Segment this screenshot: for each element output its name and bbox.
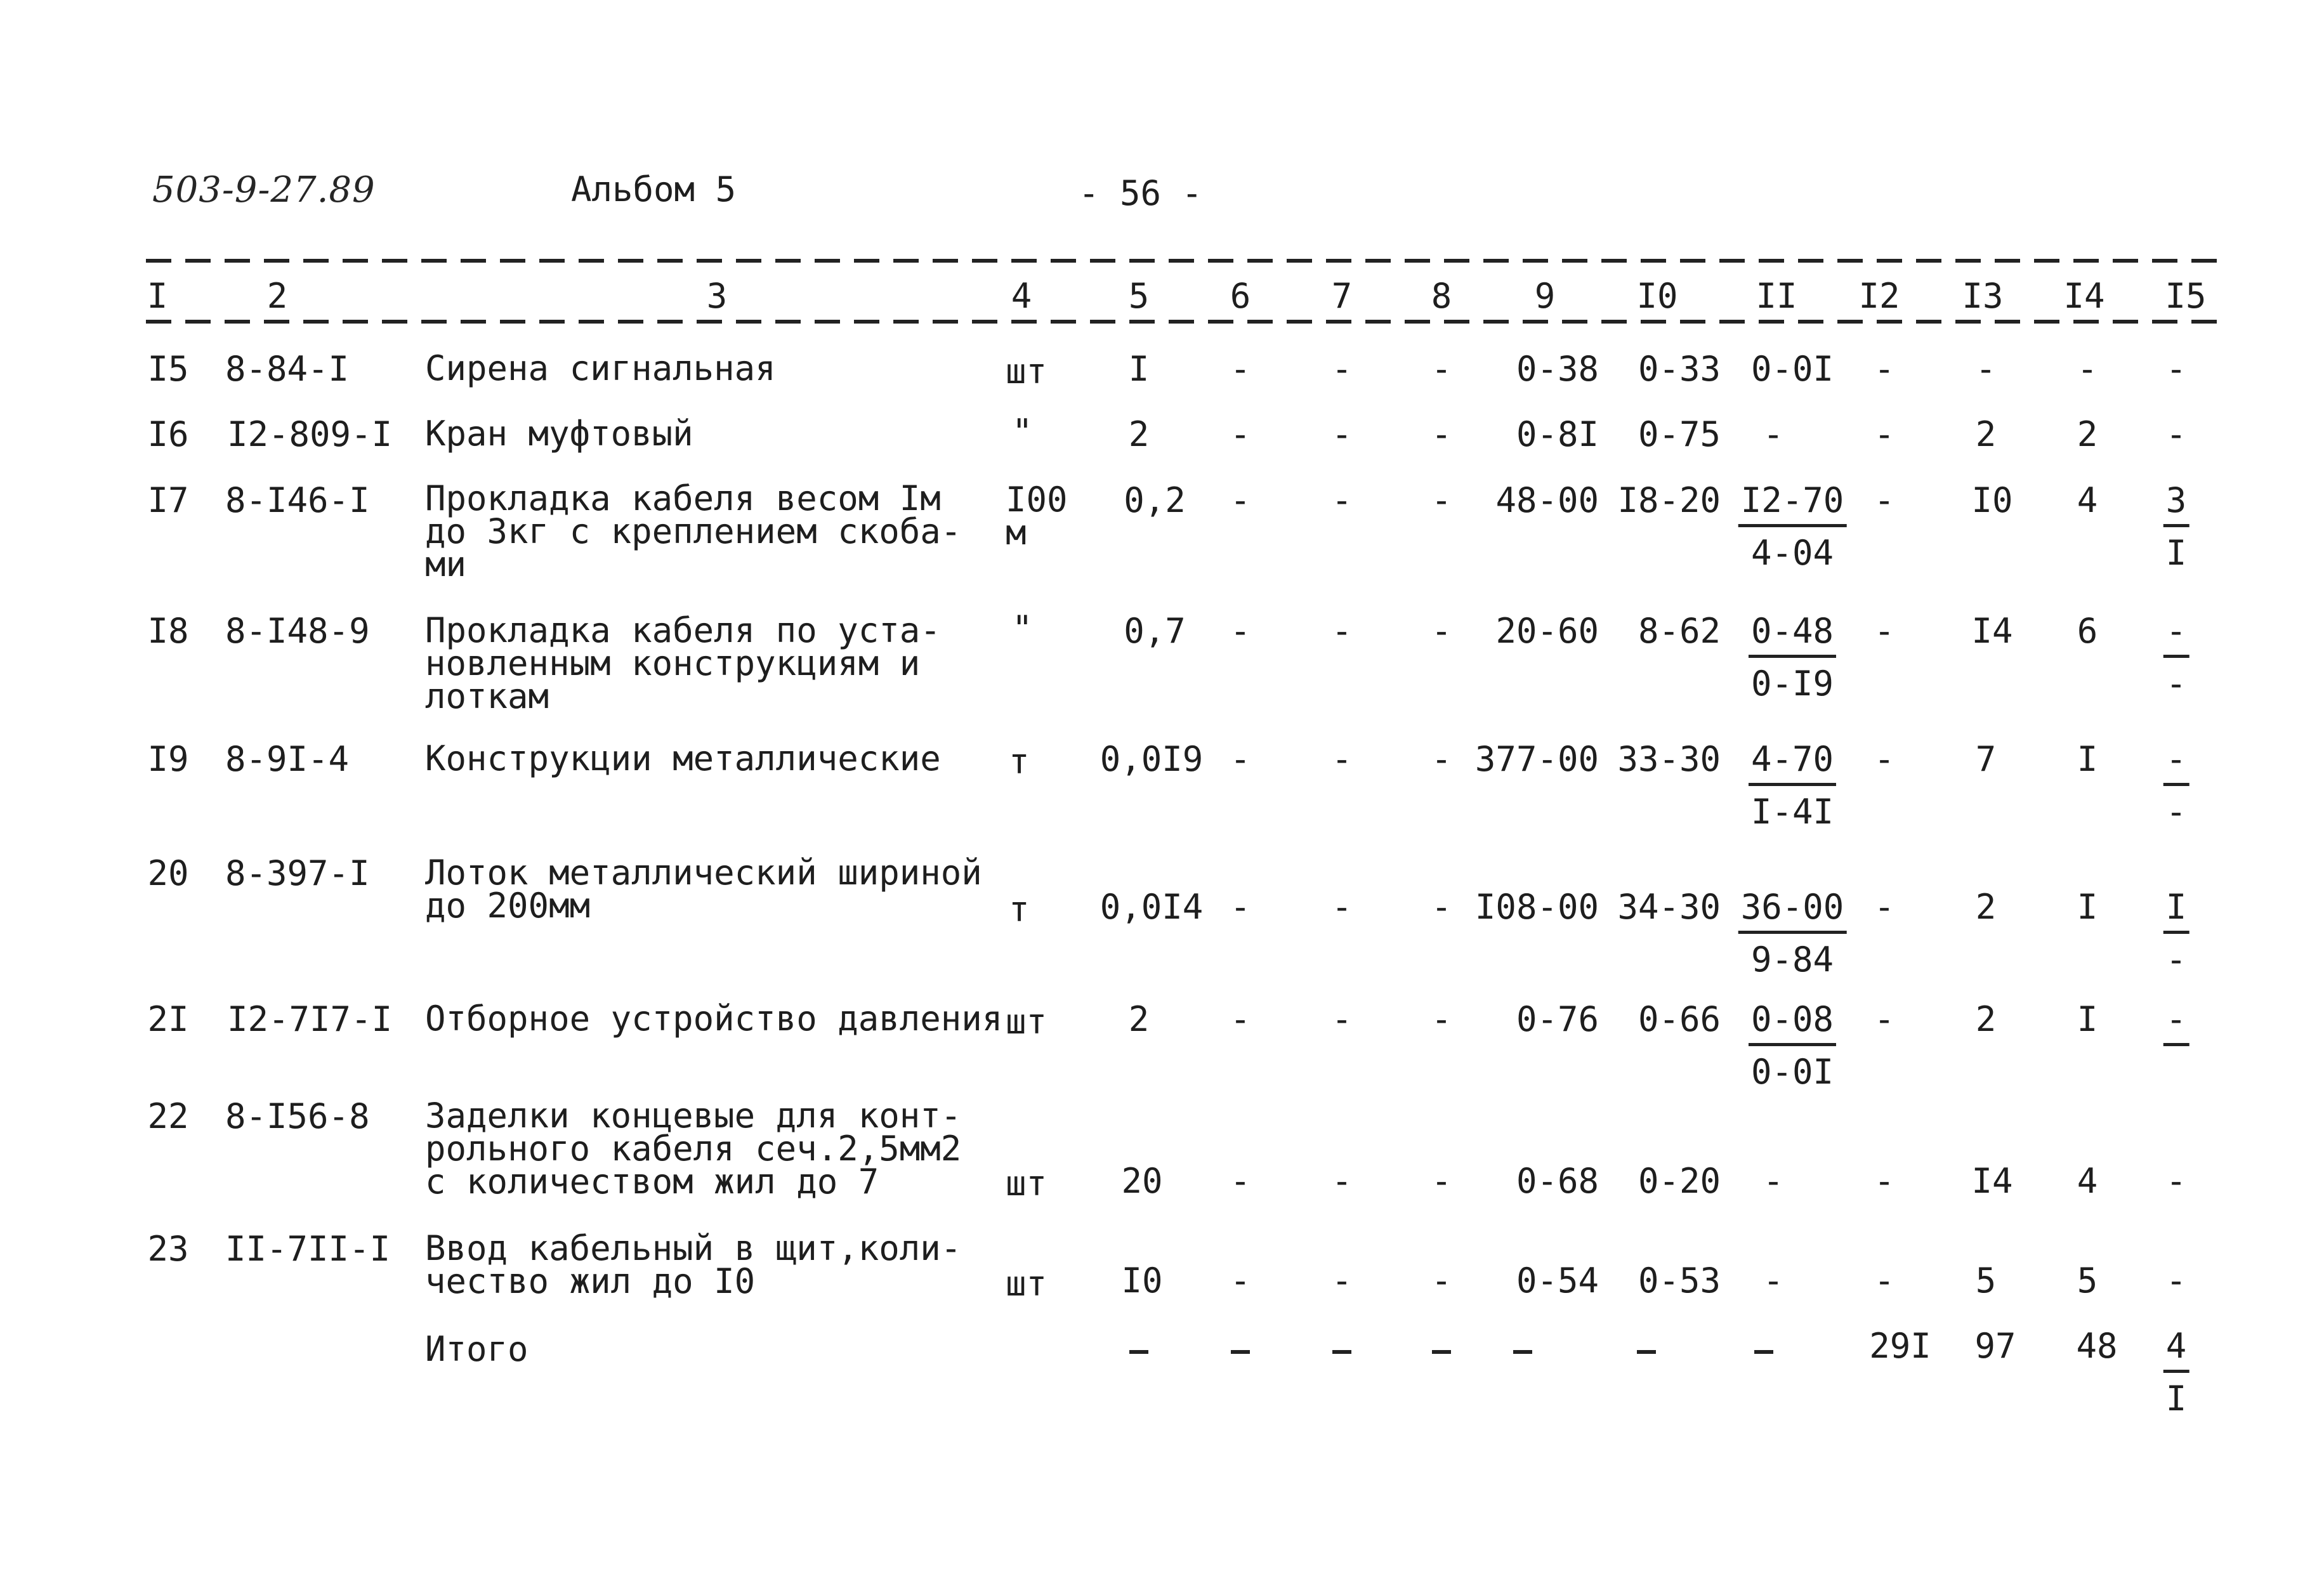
row-qty: I0 — [1121, 1261, 1163, 1301]
row-number: 20 — [147, 853, 189, 893]
page-number: - 56 - — [1079, 173, 1203, 213]
row-c15: - — [2165, 349, 2187, 389]
fraction-numerator: 4-70 — [1749, 742, 1836, 786]
row-c14: 5 — [2077, 1261, 2098, 1301]
total-dash — [1754, 1350, 1773, 1354]
row-name-line: до 3кг с креплением скоба- — [425, 511, 962, 551]
col-header-3: 3 — [706, 276, 728, 316]
row-c14: 2 — [2077, 414, 2098, 454]
row-unit — [1006, 1264, 1047, 1304]
row-c12: - — [1874, 414, 1895, 454]
row-c15-fraction — [2163, 887, 2189, 980]
row-c13: 2 — [1975, 887, 1997, 927]
fraction-denominator: - — [2165, 664, 2187, 704]
row-number: 23 — [147, 1229, 189, 1269]
row-c7: - — [1331, 414, 1353, 454]
row-c7: - — [1331, 1161, 1353, 1201]
row-c7: - — [1331, 1261, 1353, 1301]
row-name-line: новленным конструкциям и — [425, 643, 921, 683]
row-code: 8-9I-4 — [225, 739, 350, 779]
row-c6: - — [1230, 887, 1251, 927]
row-number: I7 — [147, 480, 189, 520]
row-c9: 48-00 — [1495, 480, 1599, 520]
col-header-14: I4 — [2063, 276, 2105, 316]
fraction-numerator: - — [2163, 614, 2189, 658]
row-c7: - — [1331, 739, 1353, 779]
row-c13: I0 — [1971, 480, 2013, 520]
row-name — [425, 348, 776, 388]
row-c6: - — [1230, 739, 1251, 779]
row-unit — [1009, 889, 1030, 929]
col-header-1: I — [147, 276, 168, 316]
row-c11: 0-0I — [1750, 349, 1834, 389]
row-qty: 0,7 — [1124, 611, 1186, 651]
row-name-line: Отборное устройство давления — [425, 999, 1003, 1039]
row-c10: 0-66 — [1638, 999, 1721, 1039]
row-unit-line: I00 — [1006, 480, 1068, 520]
col-header-10: I0 — [1636, 276, 1678, 316]
row-code: 8-I48-9 — [225, 611, 370, 651]
row-c12: - — [1874, 1161, 1895, 1201]
row-c12: - — [1874, 611, 1895, 651]
row-unit-line: шт — [1006, 351, 1047, 391]
row-name-line: Прокладка кабеля по уста- — [425, 610, 941, 650]
row-name-line: Прокладка кабеля весом Iм — [425, 478, 941, 518]
row-c14: 4 — [2077, 480, 2098, 520]
row-c12: - — [1874, 887, 1895, 927]
total-dash — [1129, 1350, 1148, 1354]
row-c10: 0-33 — [1638, 349, 1721, 389]
row-c12: - — [1874, 1261, 1895, 1301]
row-c8: - — [1431, 1161, 1452, 1201]
total-dash — [1231, 1350, 1250, 1354]
row-number: 2I — [147, 999, 189, 1039]
row-qty: 2 — [1128, 999, 1150, 1039]
row-c13: I4 — [1971, 611, 2013, 651]
row-c14: I — [2077, 887, 2098, 927]
row-name-line: Кран муфтовый — [425, 414, 693, 454]
row-c10: 34-30 — [1617, 887, 1721, 927]
row-c8: - — [1431, 887, 1452, 927]
row-name-line: чество жил до I0 — [425, 1261, 756, 1301]
row-c9: 0-54 — [1516, 1261, 1599, 1301]
row-c11: - — [1763, 414, 1784, 454]
row-c15-fraction — [2163, 739, 2189, 832]
row-c8: - — [1431, 480, 1452, 520]
fraction-denominator: I-4I — [1750, 792, 1834, 832]
total-c14: 48 — [2076, 1326, 2118, 1366]
row-c6: - — [1230, 1161, 1251, 1201]
row-unit-line: " — [1012, 608, 1033, 648]
row-c10: 0-20 — [1638, 1161, 1721, 1201]
row-c15-fraction — [2163, 480, 2189, 573]
total-c15-fraction — [2163, 1326, 2189, 1419]
row-name — [425, 414, 693, 454]
row-code: I2-7I7-I — [227, 999, 393, 1039]
row-c7: - — [1331, 349, 1353, 389]
row-name-line: до 200мм — [425, 886, 591, 926]
row-c12: - — [1874, 349, 1895, 389]
row-c7: - — [1331, 999, 1353, 1039]
fraction-numerator: I2-70 — [1738, 483, 1847, 527]
row-name — [425, 1096, 962, 1202]
row-c9: 377-00 — [1474, 739, 1599, 779]
row-c13: 7 — [1975, 739, 1997, 779]
row-c12: - — [1874, 999, 1895, 1039]
row-c8: - — [1431, 414, 1452, 454]
row-c10: 8-62 — [1638, 611, 1721, 651]
row-c6: - — [1230, 1261, 1251, 1301]
total-dash — [1432, 1350, 1451, 1354]
total-label: Итого — [425, 1329, 528, 1369]
row-c6: - — [1230, 414, 1251, 454]
row-qty: 20 — [1121, 1161, 1163, 1201]
row-c6: - — [1230, 611, 1251, 651]
row-c9: I08-00 — [1474, 887, 1599, 927]
row-c6: - — [1230, 999, 1251, 1039]
row-unit — [1006, 1164, 1047, 1203]
row-number: I8 — [147, 611, 189, 651]
row-c13: 2 — [1975, 414, 1997, 454]
row-unit — [1006, 1002, 1047, 1042]
row-name — [425, 853, 982, 926]
row-c9: 0-68 — [1516, 1161, 1599, 1201]
row-c15: - — [2165, 1161, 2187, 1201]
header-bottom-rule — [146, 320, 2227, 324]
row-number: I5 — [147, 349, 189, 389]
row-name — [425, 1228, 962, 1301]
row-unit — [1009, 742, 1030, 782]
row-c8: - — [1431, 611, 1452, 651]
row-c10: 0-53 — [1638, 1261, 1721, 1301]
row-name-line: Заделки концевые для конт- — [425, 1096, 962, 1136]
row-unit-line: т — [1009, 742, 1030, 782]
header-top-rule — [146, 259, 2227, 263]
row-code: 8-84-I — [225, 349, 350, 389]
fraction-numerator: 3 — [2163, 483, 2189, 527]
album-label: Альбом 5 — [571, 169, 737, 209]
row-c13: I4 — [1971, 1161, 2013, 1201]
row-c9: 0-38 — [1516, 349, 1599, 389]
row-unit-line: шт — [1006, 1164, 1047, 1203]
row-name-line: ми — [425, 544, 467, 584]
row-unit-line: шт — [1006, 1002, 1047, 1042]
fraction-numerator: 4 — [2163, 1329, 2189, 1373]
col-header-11: II — [1756, 276, 1797, 316]
fraction-numerator: 0-48 — [1749, 614, 1836, 658]
col-header-12: I2 — [1858, 276, 1900, 316]
row-c13: - — [1975, 349, 1997, 389]
row-qty: 0,0I9 — [1100, 739, 1204, 779]
row-qty: 0,2 — [1124, 480, 1186, 520]
row-code: I2-809-I — [227, 414, 393, 454]
fraction-denominator — [2163, 1046, 2189, 1055]
row-qty: 2 — [1128, 414, 1150, 454]
row-name-line: рольного кабеля сеч.2,5мм2 — [425, 1129, 962, 1169]
row-code: 8-397-I — [225, 853, 370, 893]
row-c13: 2 — [1975, 999, 1997, 1039]
row-name — [425, 999, 1003, 1039]
row-name — [425, 610, 941, 716]
row-c7: - — [1331, 887, 1353, 927]
row-code: 8-I46-I — [225, 480, 370, 520]
row-c14: 6 — [2077, 611, 2098, 651]
fraction-numerator: 36-00 — [1738, 890, 1847, 934]
row-unit-line: м — [1006, 513, 1027, 553]
row-c11-fraction — [1738, 480, 1847, 573]
row-c14: I — [2077, 739, 2098, 779]
fraction-denominator: 0-0I — [1750, 1052, 1834, 1092]
row-c8: - — [1431, 739, 1452, 779]
row-code: 8-I56-8 — [225, 1096, 370, 1136]
col-header-9: 9 — [1534, 276, 1556, 316]
row-name-line: лоткам — [425, 676, 549, 716]
fraction-denominator: 0-I9 — [1750, 664, 1834, 704]
row-c11-fraction — [1749, 611, 1836, 704]
total-dash — [1513, 1350, 1532, 1354]
row-c8: - — [1431, 999, 1452, 1039]
fraction-denominator: - — [2165, 792, 2187, 832]
col-header-8: 8 — [1431, 276, 1452, 316]
row-c6: - — [1230, 349, 1251, 389]
col-header-13: I3 — [1962, 276, 2004, 316]
row-qty: 0,0I4 — [1100, 887, 1204, 927]
row-c15: - — [2165, 1261, 2187, 1301]
row-number: I6 — [147, 414, 189, 454]
row-unit-line: т — [1009, 889, 1030, 929]
fraction-numerator: 0-08 — [1749, 1002, 1836, 1046]
row-c14: I — [2077, 999, 2098, 1039]
row-unit-line: " — [1012, 412, 1033, 452]
row-c7: - — [1331, 480, 1353, 520]
col-header-2: 2 — [266, 276, 288, 316]
row-c11-fraction — [1749, 999, 1836, 1092]
row-qty: I — [1128, 349, 1150, 389]
row-c15-fraction — [2163, 999, 2189, 1055]
row-unit — [1006, 351, 1047, 391]
total-dash — [1332, 1350, 1351, 1354]
row-unit-line: шт — [1006, 1264, 1047, 1304]
row-c7: - — [1331, 611, 1353, 651]
col-header-7: 7 — [1331, 276, 1353, 316]
row-name — [425, 478, 962, 584]
fraction-numerator: I — [2163, 890, 2189, 934]
total-c12: 29I — [1869, 1326, 1931, 1366]
document-code: 503-9-27.89 — [152, 169, 376, 211]
row-name-line: Ввод кабельный в щит,коли- — [425, 1228, 962, 1268]
row-unit — [1006, 480, 1068, 553]
row-code: II-7II-I — [225, 1229, 391, 1269]
row-c13: 5 — [1975, 1261, 1997, 1301]
row-c14: - — [2077, 349, 2098, 389]
row-c10: I8-20 — [1617, 480, 1721, 520]
row-c6: - — [1230, 480, 1251, 520]
total-c13: 97 — [1974, 1326, 2016, 1366]
col-header-4: 4 — [1011, 276, 1032, 316]
row-c12: - — [1874, 739, 1895, 779]
row-c12: - — [1874, 480, 1895, 520]
row-c11: - — [1763, 1261, 1784, 1301]
row-unit — [1012, 412, 1033, 452]
row-name — [425, 738, 941, 778]
fraction-denominator: 4-04 — [1750, 533, 1834, 573]
row-c15: - — [2165, 414, 2187, 454]
row-c11: - — [1763, 1161, 1784, 1201]
row-c9: 20-60 — [1495, 611, 1599, 651]
fraction-denominator: I — [2165, 1379, 2187, 1419]
row-c10: 0-75 — [1638, 414, 1721, 454]
row-c9: 0-8I — [1516, 414, 1599, 454]
row-c15-fraction — [2163, 611, 2189, 704]
row-c14: 4 — [2077, 1161, 2098, 1201]
row-unit — [1012, 608, 1033, 648]
row-c11-fraction — [1738, 887, 1847, 980]
row-c8: - — [1431, 349, 1452, 389]
total-dash — [1637, 1350, 1656, 1354]
fraction-denominator: I — [2165, 533, 2187, 573]
fraction-numerator: - — [2163, 1002, 2189, 1046]
row-number: I9 — [147, 739, 189, 779]
row-name-line: Лоток металлический шириной — [425, 853, 982, 893]
fraction-denominator: - — [2165, 940, 2187, 980]
row-name-line: с количеством жил до 7 — [425, 1162, 879, 1202]
fraction-numerator: - — [2163, 742, 2189, 786]
col-header-15: I5 — [2165, 276, 2207, 316]
row-name-line: Конструкции металлические — [425, 738, 941, 778]
col-header-6: 6 — [1230, 276, 1251, 316]
col-header-5: 5 — [1128, 276, 1150, 316]
row-c10: 33-30 — [1617, 739, 1721, 779]
fraction-denominator: 9-84 — [1750, 940, 1834, 980]
row-c11-fraction — [1749, 739, 1836, 832]
row-number: 22 — [147, 1096, 189, 1136]
row-c9: 0-76 — [1516, 999, 1599, 1039]
row-c8: - — [1431, 1261, 1452, 1301]
row-name-line: Сирена сигнальная — [425, 348, 776, 388]
